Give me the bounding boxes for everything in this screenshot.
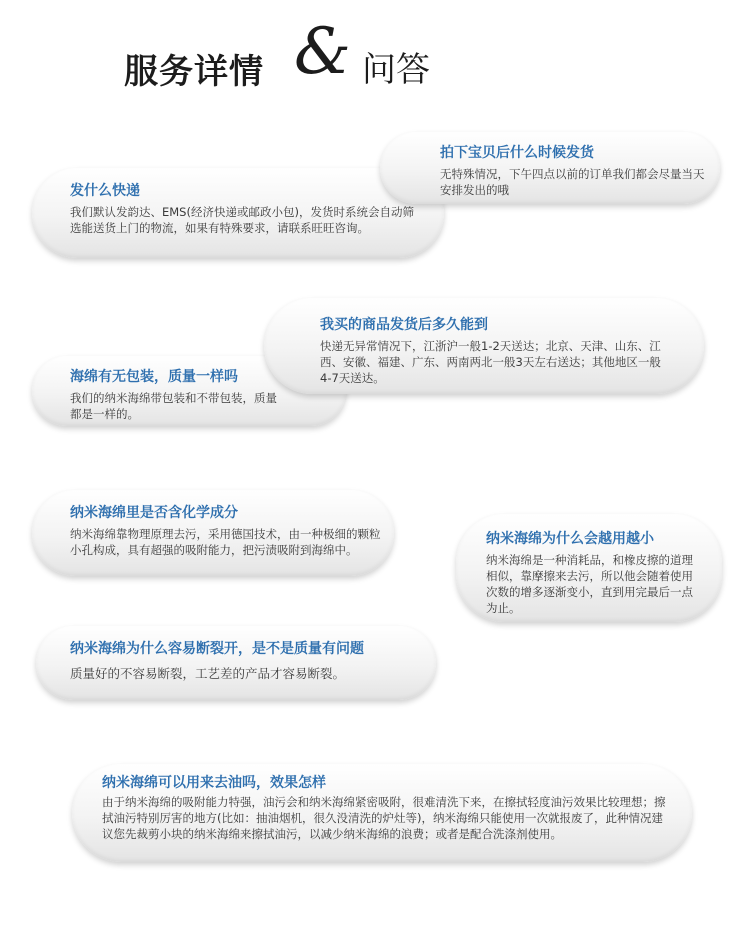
ampersand-glyph: & bbox=[294, 15, 351, 89]
faq-question: 拍下宝贝后什么时候发货 bbox=[440, 145, 594, 161]
faq-answer: 我们默认发韵达、EMS(经济快递或邮政小包)，发货时系统会自动筛选能送货上门的物流，如果有特殊要求，请联系旺旺咨询。 bbox=[70, 205, 414, 235]
faq-answer: 质量好的不容易断裂，工艺差的产品才容易断裂。 bbox=[70, 666, 346, 681]
faq-item bbox=[36, 626, 436, 700]
faq-question: 纳米海绵可以用来去油吗，效果怎样 bbox=[102, 775, 326, 791]
faq-question: 纳米海绵里是否含化学成分 bbox=[70, 505, 238, 521]
faq-question: 海绵有无包装，质量一样吗 bbox=[70, 369, 238, 385]
faq-answer: 由于纳米海绵的吸附能力特强，油污会和纳米海绵紧密吸附，很难清洗下来，在擦拭轻度油污效果比较理想；擦拭油污特别厉害的地方(比如：抽油烟机，很久没清洗的炉灶等)，纳米海绵只能使用一次就报废了，此种情况建议您先裁剪小块的纳米海绵来擦拭油污，以减少纳米海绵的浪费；或者是配合洗涤剂使用。 bbox=[102, 795, 666, 841]
page-title: 服务详情 bbox=[124, 52, 264, 92]
faq-question: 纳米海绵为什么容易断裂开，是不是质量有问题 bbox=[70, 641, 364, 657]
faq-answer: 快递无异常情况下，江浙沪一般1-2天送达；北京、天津、山东、江西、安徽、福建、广东、两南两北一般3天左右送达；其他地区一般4-7天送达。 bbox=[320, 339, 661, 385]
faq-item bbox=[72, 764, 692, 862]
faq-question: 我买的商品发货后多久能到 bbox=[320, 317, 488, 333]
faq-item bbox=[380, 132, 720, 204]
faq-question: 纳米海绵为什么会越用越小 bbox=[486, 531, 654, 547]
faq-item bbox=[264, 298, 704, 394]
faq-answer: 无特殊情况，下午四点以前的订单我们都会尽量当天安排发出的哦 bbox=[440, 167, 705, 197]
faq-answer: 纳米海绵靠物理原理去污，采用德国技术，由一种极细的颗粒小孔构成，具有超强的吸附能力，把污渍吸附到海绵中。 bbox=[70, 527, 381, 557]
faq-item bbox=[456, 514, 722, 622]
faq-item bbox=[32, 490, 394, 576]
faq-answer: 纳米海绵是一种消耗品，和橡皮擦的道理相似，靠摩擦来去污，所以他会随着使用次数的增多逐渐变小，直到用完最后一点为止。 bbox=[486, 553, 693, 615]
faq-question: 发什么快递 bbox=[70, 183, 140, 199]
page-title-suffix: 问答 bbox=[362, 50, 430, 90]
faq-answer: 我们的纳米海绵带包装和不带包装，质量都是一样的。 bbox=[70, 391, 277, 421]
